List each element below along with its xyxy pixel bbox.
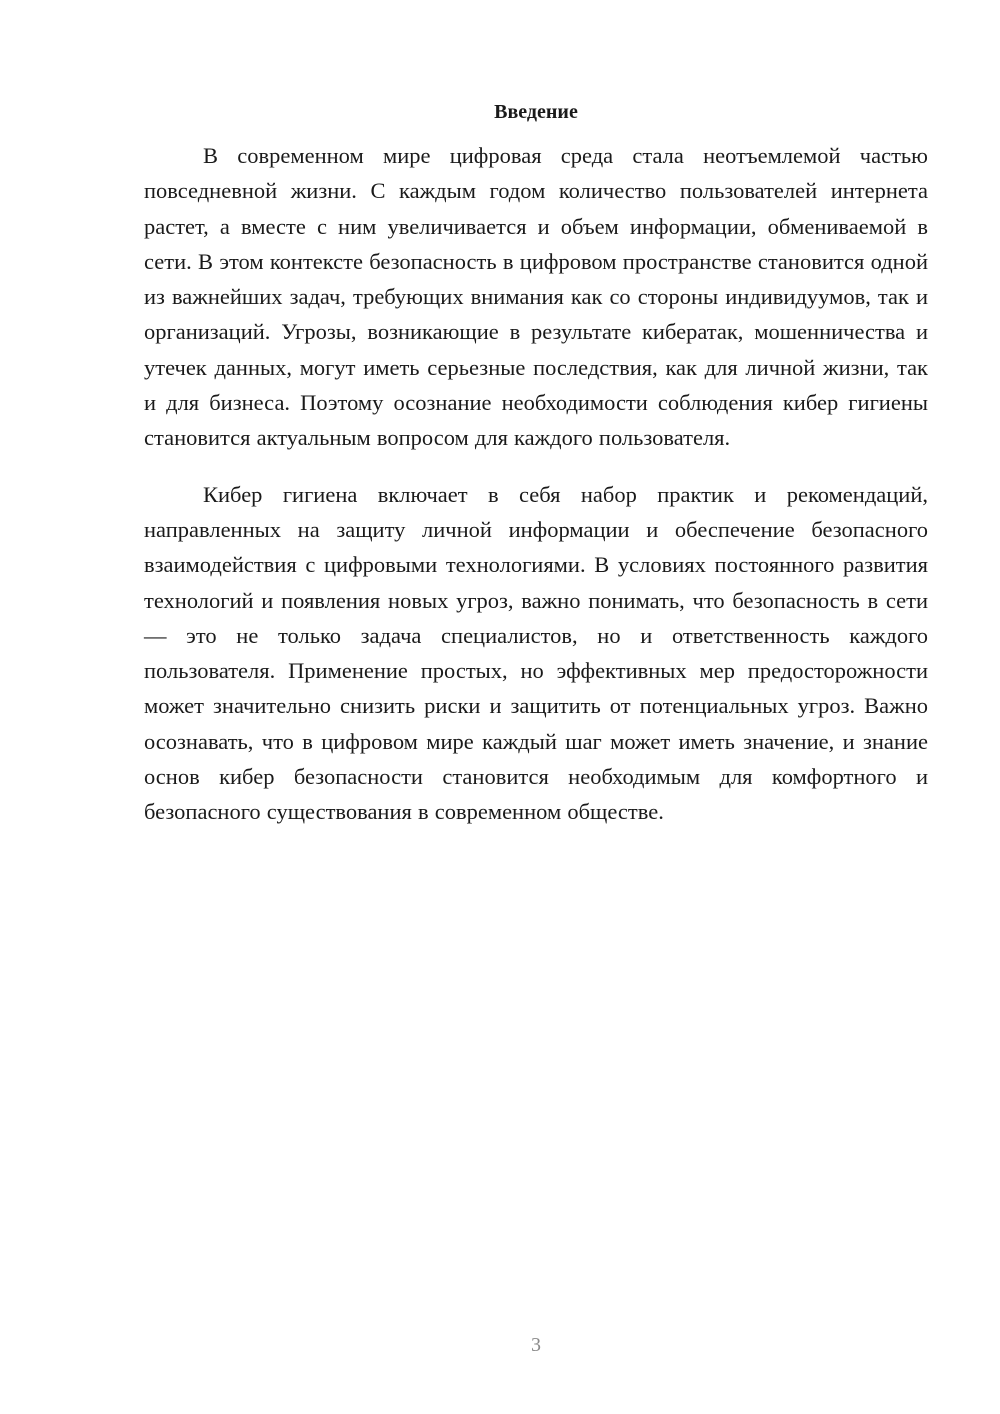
paragraph-1: В современном мире цифровая среда стала неотъемлемой частью повседневной жизни. С каждым годом количество пользователей интернета растет, а вместе с ним увеличивается и объем информации, обмениваемой в сети. В этом контексте безопасность в цифровом пространстве становится одной из важнейших задач, требующих внимания как со стороны индивидуумов, так и организаций. Угрозы, возникающие в результате кибератак, мошенничества и утечек данных, могут иметь серьезные последствия, как для личной жизни, так и для бизнеса. Поэтому осознание необходимости соблюдения кибер гигиены становится актуальным вопросом для каждого пользователя.: [144, 143, 928, 451]
page-content: [144, 96, 928, 830]
page-number: 3: [531, 1334, 541, 1356]
section-heading: Введение: [494, 101, 578, 123]
paragraph-2: Кибер гигиена включает в себя набор практик и рекомендаций, направленных на защиту личной информации и обеспечение безопасного взаимодействия с цифровыми технологиями. В условиях постоянного развития технологий и появления новых угроз, важно понимать, что безопасность в сети — это не только задача специалистов, но и ответственность каждого пользователя. Применение простых, но эффективных мер предосторожности может значительно снизить риски и защитить от потенциальных угроз. Важно осознавать, что в цифровом мире каждый шаг может иметь значение, и знание основ кибер безопасности становится необходимым для комфортного и безопасного существования в современном обществе.: [144, 481, 928, 825]
